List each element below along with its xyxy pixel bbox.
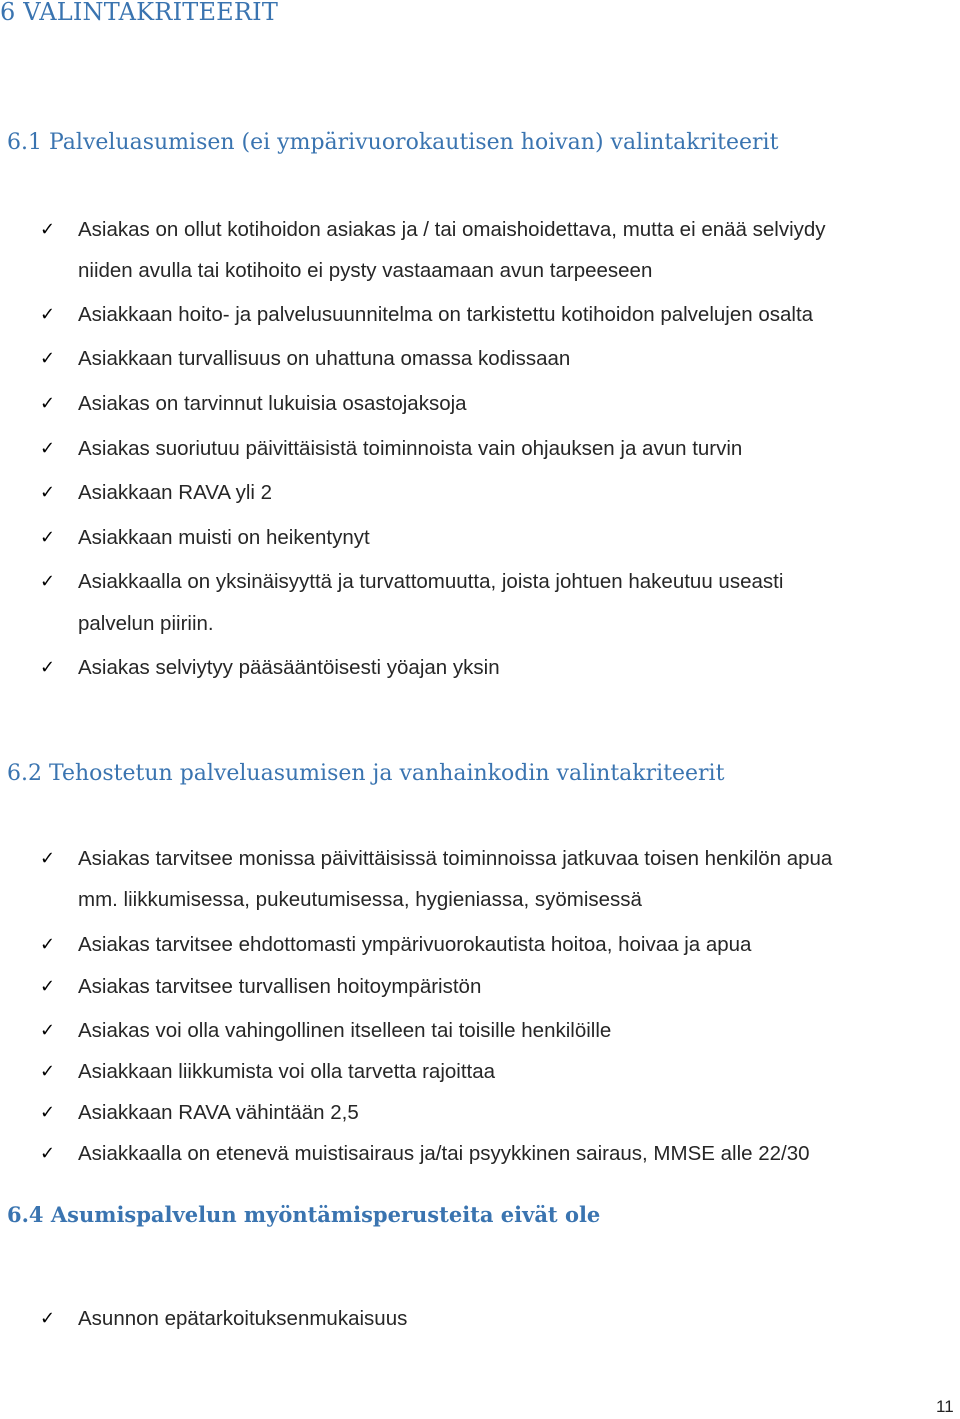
list-item-text: Asiakas on tarvinnut lukuisia osastojaksoja bbox=[78, 392, 467, 415]
list-item-text: Asiakas tarvitsee turvallisen hoitoympäristön bbox=[78, 975, 482, 998]
list-item-text: Asiakas selviytyy pääsääntöisesti yöajan yksin bbox=[78, 656, 500, 679]
list-item-text: Asiakas voi olla vahingollinen itselleen tai toisille henkilöille bbox=[78, 1019, 612, 1042]
checkmark-icon: ✓ bbox=[40, 1061, 56, 1082]
list-item-text: Asiakkaan muisti on heikentynyt bbox=[78, 526, 370, 549]
section-6-1-heading: 6.1 Palveluasumisen (ei ympärivuorokautisen hoivan) valintakriteerit bbox=[7, 130, 779, 155]
checkmark-icon: ✓ bbox=[40, 219, 56, 240]
checkmark-icon: ✓ bbox=[40, 393, 56, 414]
list-item-text: Asunnon epätarkoituksenmukaisuus bbox=[78, 1307, 408, 1330]
list-item-text: Asiakas tarvitsee monissa päivittäisissä toiminnoissa jatkuvaa toisen henkilön apua bbox=[78, 847, 833, 870]
checkmark-icon: ✓ bbox=[40, 438, 56, 459]
checkmark-icon: ✓ bbox=[40, 976, 56, 997]
checkmark-icon: ✓ bbox=[40, 482, 56, 503]
checkmark-icon: ✓ bbox=[40, 1308, 56, 1329]
list-item-text: Asiakkaan RAVA yli 2 bbox=[78, 481, 273, 504]
section-6-2-heading: 6.2 Tehostetun palveluasumisen ja vanhainkodin valintakriteerit bbox=[7, 761, 725, 786]
chapter-heading: 6 VALINTAKRITEERIT bbox=[0, 0, 279, 26]
list-item-text: Asiakkaan turvallisuus on uhattuna omassa kodissaan bbox=[78, 347, 571, 370]
checkmark-icon: ✓ bbox=[40, 1143, 56, 1164]
list-item-text: Asiakas on ollut kotihoidon asiakas ja / tai omaishoidettava, mutta ei enää selviydy bbox=[78, 218, 826, 241]
list-item-text: mm. liikkumisessa, pukeutumisessa, hygieniassa, syömisessä bbox=[78, 888, 642, 911]
checkmark-icon: ✓ bbox=[40, 934, 56, 955]
checkmark-icon: ✓ bbox=[40, 848, 56, 869]
list-item-text: palvelun piiriin. bbox=[78, 612, 214, 635]
checkmark-icon: ✓ bbox=[40, 571, 56, 592]
page-number: 11 bbox=[936, 1397, 954, 1416]
list-item-text: niiden avulla tai kotihoito ei pysty vastaamaan avun tarpeeseen bbox=[78, 259, 653, 282]
section-6-4-heading: 6.4 Asumispalvelun myöntämisperusteita eivät ole bbox=[7, 1202, 601, 1227]
checkmark-icon: ✓ bbox=[40, 657, 56, 678]
list-item-text: Asiakas suoriutuu päivittäisistä toiminnoista vain ohjauksen ja avun turvin bbox=[78, 437, 743, 460]
list-item-text: Asiakkaan hoito- ja palvelusuunnitelma on tarkistettu kotihoidon palvelujen osalta bbox=[78, 303, 814, 326]
checkmark-icon: ✓ bbox=[40, 527, 56, 548]
checkmark-icon: ✓ bbox=[40, 348, 56, 369]
list-item-text: Asiakkaan RAVA vähintään 2,5 bbox=[78, 1101, 359, 1124]
checkmark-icon: ✓ bbox=[40, 1020, 56, 1041]
list-item-text: Asiakkaalla on etenevä muistisairaus ja/tai psyykkinen sairaus, MMSE alle 22/30 bbox=[78, 1142, 810, 1165]
list-item-text: Asiakas tarvitsee ehdottomasti ympärivuorokautista hoitoa, hoivaa ja apua bbox=[78, 933, 752, 956]
checkmark-icon: ✓ bbox=[40, 304, 56, 325]
list-item-text: Asiakkaan liikkumista voi olla tarvetta rajoittaa bbox=[78, 1060, 496, 1083]
checkmark-icon: ✓ bbox=[40, 1102, 56, 1123]
list-item-text: Asiakkaalla on yksinäisyyttä ja turvattomuutta, joista johtuen hakeutuu useasti bbox=[78, 570, 784, 593]
